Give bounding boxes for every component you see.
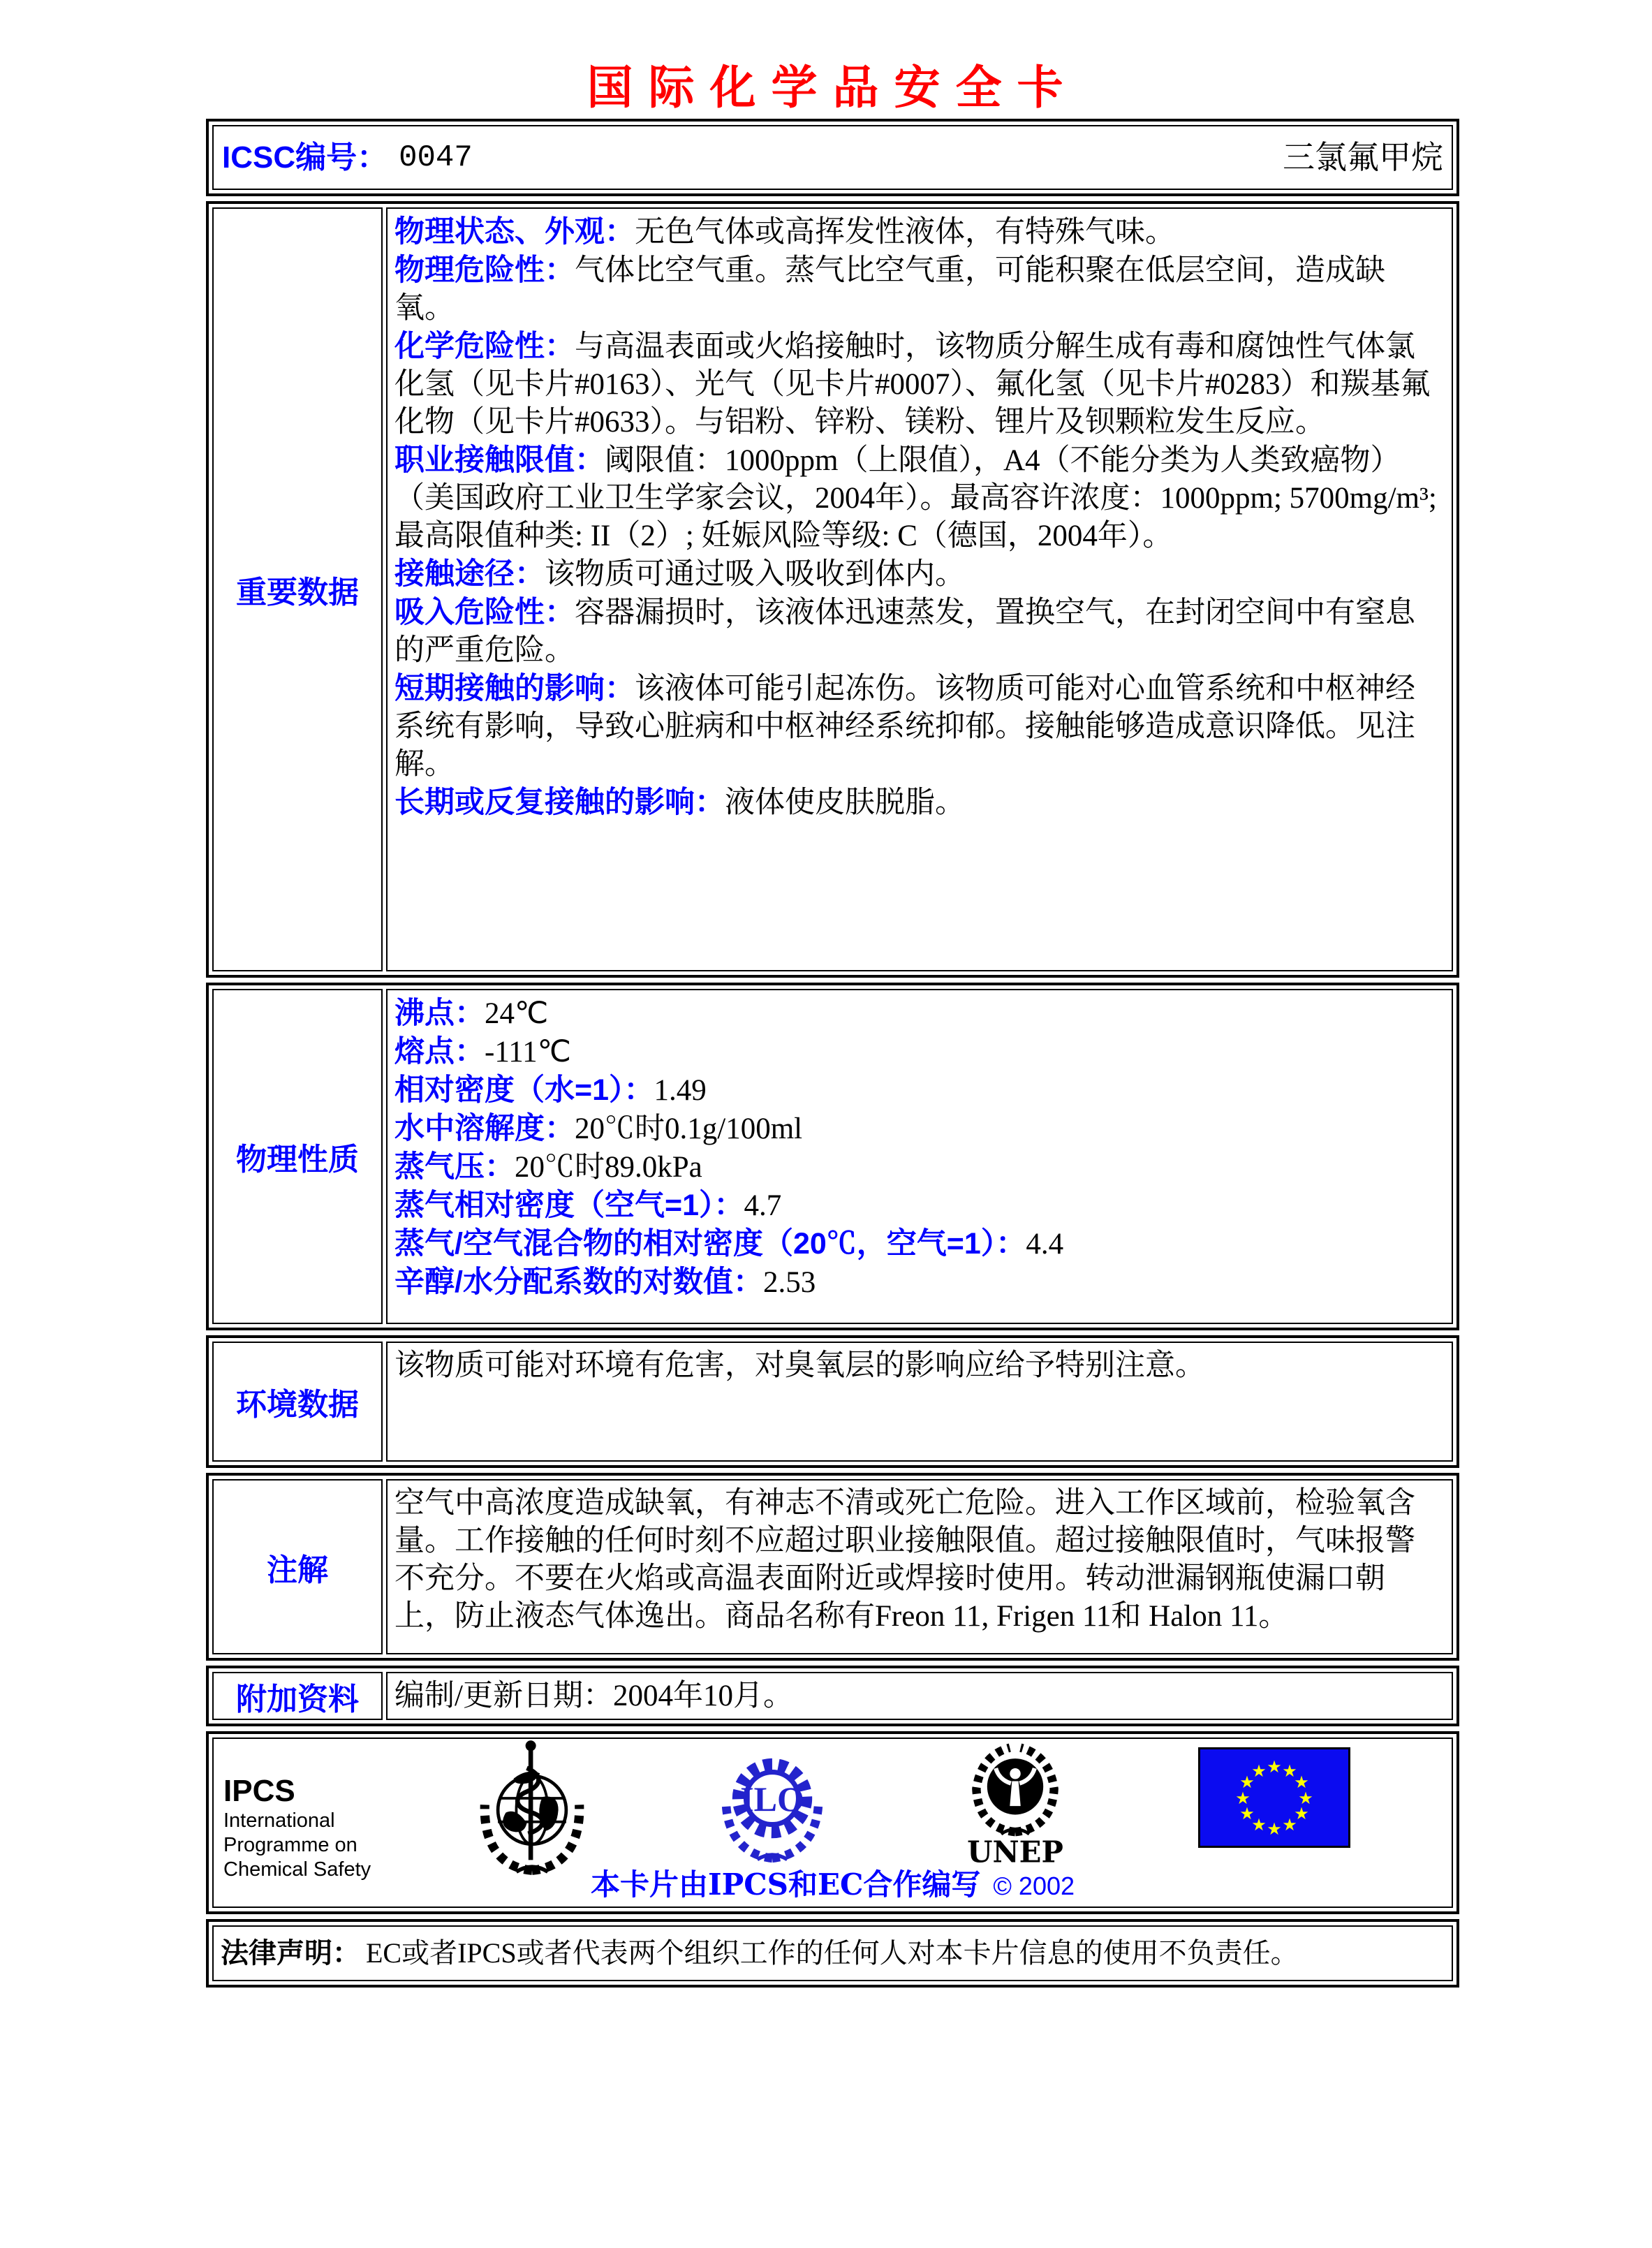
field-vapour-density	[394, 1187, 1445, 1225]
page-title: 国际化学品安全卡	[587, 60, 1079, 115]
field-text: 气体比空气重。蒸气比空气重，可能积聚在低层空间，造成缺氧。	[394, 254, 1385, 325]
field-label: 辛醇/水分配系数的对数值：	[394, 1265, 763, 1299]
field-physical-state	[394, 213, 1445, 251]
field-text: 编制/更新日期：2004年10月。	[394, 1680, 793, 1712]
section-content-cell	[386, 1672, 1453, 1720]
ipcs-acronym: IPCS	[223, 1774, 295, 1808]
field-text: 空气中高浓度造成缺氧，有神志不清或死亡危险。进入工作区域前，检验氧含量。工作接触的任何时刻不应超过职业接触限值。超过接触限值时，气味报警不充分。不要在火焰或高温表面附近或焊接时使用。转动泄漏钢瓶使漏口朝上，防止液态气体逸出。商品名称有Freon 11, Frigen 11和 Halon 11。	[394, 1487, 1415, 1633]
section-label: 物理性质	[236, 1143, 359, 1177]
ilo-logo-icon	[709, 1746, 835, 1867]
field-text: 2.53	[762, 1266, 816, 1299]
field-text: 4.7	[744, 1189, 782, 1222]
field-short-term-effects	[394, 670, 1445, 784]
field-label: 蒸气压：	[394, 1150, 515, 1184]
field-text: 20℃时89.0kPa	[515, 1151, 702, 1184]
section-label-cell	[212, 1479, 383, 1654]
section-content-cell	[386, 1479, 1453, 1654]
section-label: 注解	[267, 1552, 328, 1587]
field-water-solubility	[394, 1110, 1445, 1148]
section-label-cell	[212, 1672, 383, 1720]
field-routes-of-exposure	[394, 555, 1445, 594]
header-cell	[212, 125, 1453, 190]
field-text: 20℃时0.1g/100ml	[575, 1112, 803, 1145]
field-label: 水中溶解度：	[394, 1112, 575, 1145]
field-relative-density	[394, 1071, 1445, 1110]
field-label: 化学危险性：	[394, 330, 575, 363]
ipcs-line3: Chemical Safety	[223, 1858, 371, 1881]
svg-text:★: ★	[1267, 1819, 1282, 1839]
field-occupational-limits	[394, 441, 1445, 555]
field-label: 相对密度（水=1）：	[394, 1073, 654, 1107]
eu-flag-icon	[1198, 1747, 1350, 1851]
unep-caption: UNEP	[967, 1835, 1063, 1869]
logos-row	[206, 1731, 1459, 1914]
field-inhalation-risk	[394, 594, 1445, 670]
field-label: 蒸气/空气混合物的相对密度（20℃，空气=1）：	[394, 1227, 1026, 1261]
svg-text:★: ★	[1251, 1815, 1267, 1835]
ipcs-line1: International	[223, 1809, 335, 1832]
field-label: 蒸气相对密度（空气=1）：	[394, 1189, 744, 1222]
svg-text:★: ★	[1294, 1772, 1309, 1792]
field-physical-dangers	[394, 251, 1445, 328]
section-label: 重要数据	[236, 575, 359, 610]
field-octanol-water	[394, 1263, 1445, 1302]
svg-text:★: ★	[1251, 1761, 1267, 1781]
svg-text:★: ★	[1282, 1761, 1297, 1781]
section-environmental-data	[206, 1335, 1459, 1468]
section-content-cell	[386, 1342, 1453, 1462]
section-label: 环境数据	[236, 1388, 359, 1422]
section-content-cell	[386, 207, 1453, 971]
credit-text: 本卡片由IPCS和EC合作编写	[590, 1867, 981, 1902]
section-label-cell	[212, 989, 383, 1324]
unep-logo-icon	[952, 1739, 1078, 1872]
field-text: 该物质可通过吸入吸收到体内。	[545, 558, 965, 591]
svg-text:★: ★	[1267, 1757, 1282, 1777]
section-content-cell	[386, 989, 1453, 1324]
ipcs-line2: Programme on	[223, 1834, 357, 1856]
field-text: 无色气体或高挥发性液体，有特殊气味。	[635, 216, 1175, 249]
field-text: 该液体可能引起冻伤。该物质可能对心血管系统和中枢神经系统有影响，导致心脏病和中枢神经系统抑郁。接触能够造成意识降低。见注解。	[394, 673, 1415, 781]
field-label: 物理危险性：	[394, 254, 575, 287]
field-text: 4.4	[1026, 1228, 1064, 1261]
field-label: 职业接触限值：	[394, 443, 605, 477]
field-vapour-pressure	[394, 1148, 1445, 1187]
svg-text:★: ★	[1294, 1804, 1309, 1823]
field-text: 阈限值：1000ppm（上限值），A4（不能分类为人类致癌物）（美国政府工业卫生学家会议，2004年）。最高容许浓度：1000ppm; 5700mg/m³; 最高限值种类: II（2）; 妊娠风险等级: C（德国，2004年）。	[394, 444, 1437, 552]
copyright-text: © 2002	[993, 1872, 1075, 1900]
field-melting-point	[394, 1033, 1445, 1071]
field-vapour-air-density	[394, 1225, 1445, 1263]
legal-cell	[212, 1925, 1453, 1981]
section-label: 附加资料	[236, 1682, 359, 1717]
field-label: 短期接触的影响：	[394, 672, 635, 705]
field-notes-text	[394, 1485, 1445, 1636]
field-text: 24℃	[485, 997, 549, 1030]
section-important-data	[206, 201, 1459, 978]
field-label: 吸入危险性：	[394, 596, 575, 629]
field-text: 液体使皮肤脱脂。	[725, 786, 965, 819]
svg-text:★: ★	[1282, 1815, 1297, 1835]
field-boiling-point	[394, 994, 1445, 1033]
field-text: 1.49	[654, 1074, 707, 1107]
field-update-date	[394, 1677, 1445, 1715]
svg-text:★: ★	[1239, 1804, 1255, 1823]
logos-cell	[212, 1738, 1453, 1908]
who-logo-icon	[466, 1739, 598, 1882]
svg-text:★: ★	[1298, 1788, 1313, 1808]
section-label-cell	[212, 1342, 383, 1462]
credit-line	[214, 1862, 1452, 1904]
legal-label: 法律声明：	[221, 1938, 360, 1969]
field-environment-text	[394, 1347, 1445, 1385]
field-text: 容器漏损时，该液体迅速蒸发，置换空气，在封闭空间中有窒息的严重危险。	[394, 596, 1415, 667]
field-label: 长期或反复接触的影响：	[394, 786, 725, 819]
section-physical-properties	[206, 983, 1459, 1330]
svg-text:★: ★	[1239, 1772, 1255, 1792]
section-notes	[206, 1473, 1459, 1661]
field-label: 接触途径：	[394, 557, 545, 591]
legal-text: EC或者IPCS或者代表两个组织工作的任何人对本卡片信息的使用不负责任。	[366, 1937, 1299, 1969]
icsc-card-table	[206, 119, 1459, 1988]
legal-row	[206, 1919, 1459, 1988]
header-row	[206, 119, 1459, 196]
section-additional-info	[206, 1666, 1459, 1726]
icsc-number-value: 0047	[399, 140, 473, 175]
icsc-number-label: ICSC编号：	[222, 140, 388, 175]
field-chemical-dangers	[394, 328, 1445, 441]
field-text: -111℃	[485, 1036, 571, 1068]
field-text: 该物质可能对环境有危害，对臭氧层的影响应给予特别注意。	[394, 1349, 1205, 1382]
field-label: 沸点：	[394, 997, 485, 1030]
section-label-cell	[212, 207, 383, 971]
field-long-term-effects	[394, 784, 1445, 822]
svg-text:★: ★	[1235, 1788, 1251, 1808]
field-label: 熔点：	[394, 1035, 485, 1068]
field-label: 物理状态、外观：	[394, 215, 635, 249]
field-text: 与高温表面或火焰接触时，该物质分解生成有毒和腐蚀性气体氯化氢（见卡片#0163）、光气（见卡片#0007）、氟化氢（见卡片#0283）和羰基氟化物（见卡片#0633）。与铝粉、锌粉、镁粉、锂片及钡颗粒发生反应。	[394, 330, 1431, 439]
chemical-name: 三氯氟甲烷	[1283, 139, 1443, 175]
ilo-letters: ILO	[740, 1779, 804, 1819]
